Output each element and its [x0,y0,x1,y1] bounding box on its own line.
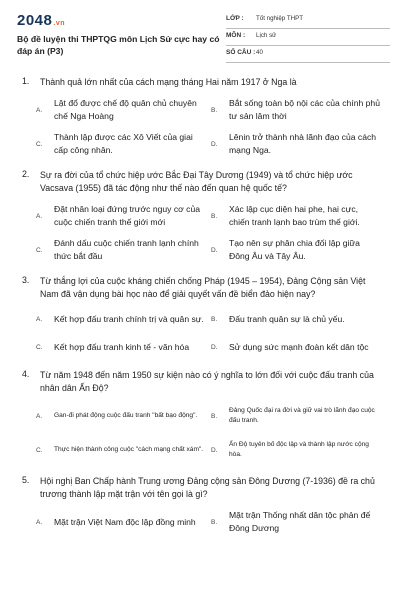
option-text: Đánh dấu cuộc chiến tranh lạnh chính thức bắt đầu [54,238,199,261]
question-2 [0,169,400,265]
option-text: Lật đổ được chế độ quân chủ chuyên chế Nga Hoàng [54,98,197,121]
option-b[interactable] [211,401,386,431]
question-5 [0,475,400,537]
option-d[interactable] [211,235,386,265]
option-list [36,95,400,159]
option-text: Xác lập cục diện hai phe, hai cực, chiến tranh lạnh bao trùm thế giới. [229,204,360,227]
meta-value: 40 [256,49,263,56]
option-text: Kết hợp đấu tranh chính trị và quân sự. [54,313,204,324]
meta-label: MÔN : [226,32,246,39]
question-number: 3. [22,275,30,285]
question-number: 1. [22,76,30,86]
option-letter: B. [211,315,218,323]
question-text: Thành quả lớn nhất của cách mạng tháng Hai năm 1917 ở Nga là [40,77,297,87]
option-list [36,307,400,359]
meta-value: Tốt nghiệp THPT [256,15,304,22]
option-b[interactable] [211,507,386,537]
option-list [36,201,400,265]
document-header [0,0,400,64]
meta-label: SỐ CÂU : [226,49,256,56]
meta-row-count [226,46,390,63]
question-text: Hội nghị Ban Chấp hành Trung ương Đảng cộng sản Đông Dương (7-1936) đề ra chủ trương thành lập mặt trận với tên gọi là gì? [40,476,375,499]
option-a[interactable] [36,507,211,537]
option-d[interactable] [211,435,386,465]
document-title: Bộ đề luyện thi THPTQG môn Lịch Sử cực hay có đáp án (P3) [17,34,220,56]
question-text: Từ thắng lợi của cuộc kháng chiến chống Pháp (1945 – 1954), Đảng Cộng sản Việt Nam đã vận dụng bài học nào để giải quyết vấn đề biển đảo hiện nay? [40,276,366,299]
option-a[interactable] [36,401,211,431]
option-b[interactable] [211,201,386,231]
option-a[interactable] [36,307,211,331]
meta-row-subject [226,29,390,46]
question-text: Từ năm 1948 đến năm 1950 sự kiện nào có ý nghĩa to lớn đối với cuộc đấu tranh của nhân dân Ấn Độ? [40,370,374,393]
option-b[interactable] [211,95,386,125]
option-c[interactable] [36,335,211,359]
option-b[interactable] [211,307,386,331]
option-letter: B. [211,106,218,114]
option-text: Sử dụng sức mạnh đoàn kết dân tộc [229,341,369,352]
option-letter: C. [36,446,43,454]
question-number: 5. [22,475,30,485]
logo-text: 2048 [17,12,53,29]
option-letter: A. [36,412,43,420]
option-text: Lênin trở thành nhà lãnh đạo của cách mạng Nga. [229,132,377,155]
option-text: Ấn Độ tuyên bố độc lập và thành lập nước cộng hòa. [229,441,369,458]
option-text: Thành lập được các Xô Viết của giai cấp công nhân. [54,132,193,155]
question-number: 4. [22,369,30,379]
option-a[interactable] [36,201,211,231]
option-a[interactable] [36,95,211,125]
option-text: Thực hiện thành công cuộc "cách mạng chất xám". [54,446,204,453]
question-4 [0,369,400,465]
option-letter: D. [211,140,218,148]
option-text: Mặt trận Thống nhất dân tộc phản đế Đông Dương [229,510,371,533]
option-c[interactable] [36,129,211,159]
question-list [0,76,400,547]
option-letter: D. [211,446,218,454]
option-letter: A. [36,518,43,526]
option-text: Đặt nhân loại đứng trước nguy cơ của cuộc chiến tranh thế giới mới [54,204,201,227]
option-c[interactable] [36,235,211,265]
option-letter: C. [36,343,43,351]
option-text: Gan-đi phát động cuộc đấu tranh "bất bạo động". [54,412,198,419]
question-text: Sự ra đời của tổ chức hiệp ước Bắc Đại Tây Dương (1949) và tổ chức hiệp ước Vacsava (1955) đã tác động như thế nào đến quan hệ quốc tế? [40,170,353,193]
option-letter: D. [211,246,218,254]
question-3 [0,275,400,359]
option-letter: C. [36,140,43,148]
meta-label: LỚP : [226,15,244,22]
meta-value: Lịch sử [256,32,277,39]
option-letter: A. [36,212,43,220]
site-logo[interactable] [17,12,65,29]
option-letter: A. [36,315,43,323]
option-d[interactable] [211,129,386,159]
document-meta [226,12,390,63]
option-text: Đảng Quốc đại ra đời và giữ vai trò lãnh đạo cuộc đấu tranh. [229,407,375,424]
option-list [36,401,400,465]
question-number: 2. [22,169,30,179]
option-text: Tạo nên sự phân chia đối lập giữa Đông Âu và Tây Âu. [229,238,360,261]
option-text: Mặt trận Việt Nam độc lập đồng minh [54,516,196,527]
option-text: Kết hợp đấu tranh kinh tế - văn hóa [54,341,190,352]
option-letter: B. [211,212,218,220]
option-list [36,507,400,537]
option-d[interactable] [211,335,386,359]
option-c[interactable] [36,435,211,465]
meta-row-class [226,12,390,29]
option-letter: D. [211,343,218,351]
option-letter: C. [36,246,43,254]
option-text: Bắt sống toàn bộ nội các của chính phủ tư sản lâm thời [229,98,380,121]
option-letter: B. [211,518,218,526]
logo-suffix: .vn [53,20,65,27]
question-1 [0,76,400,159]
option-letter: A. [36,106,43,114]
option-letter: B. [211,412,218,420]
option-text: Đấu tranh quân sự là chủ yếu. [229,313,345,324]
